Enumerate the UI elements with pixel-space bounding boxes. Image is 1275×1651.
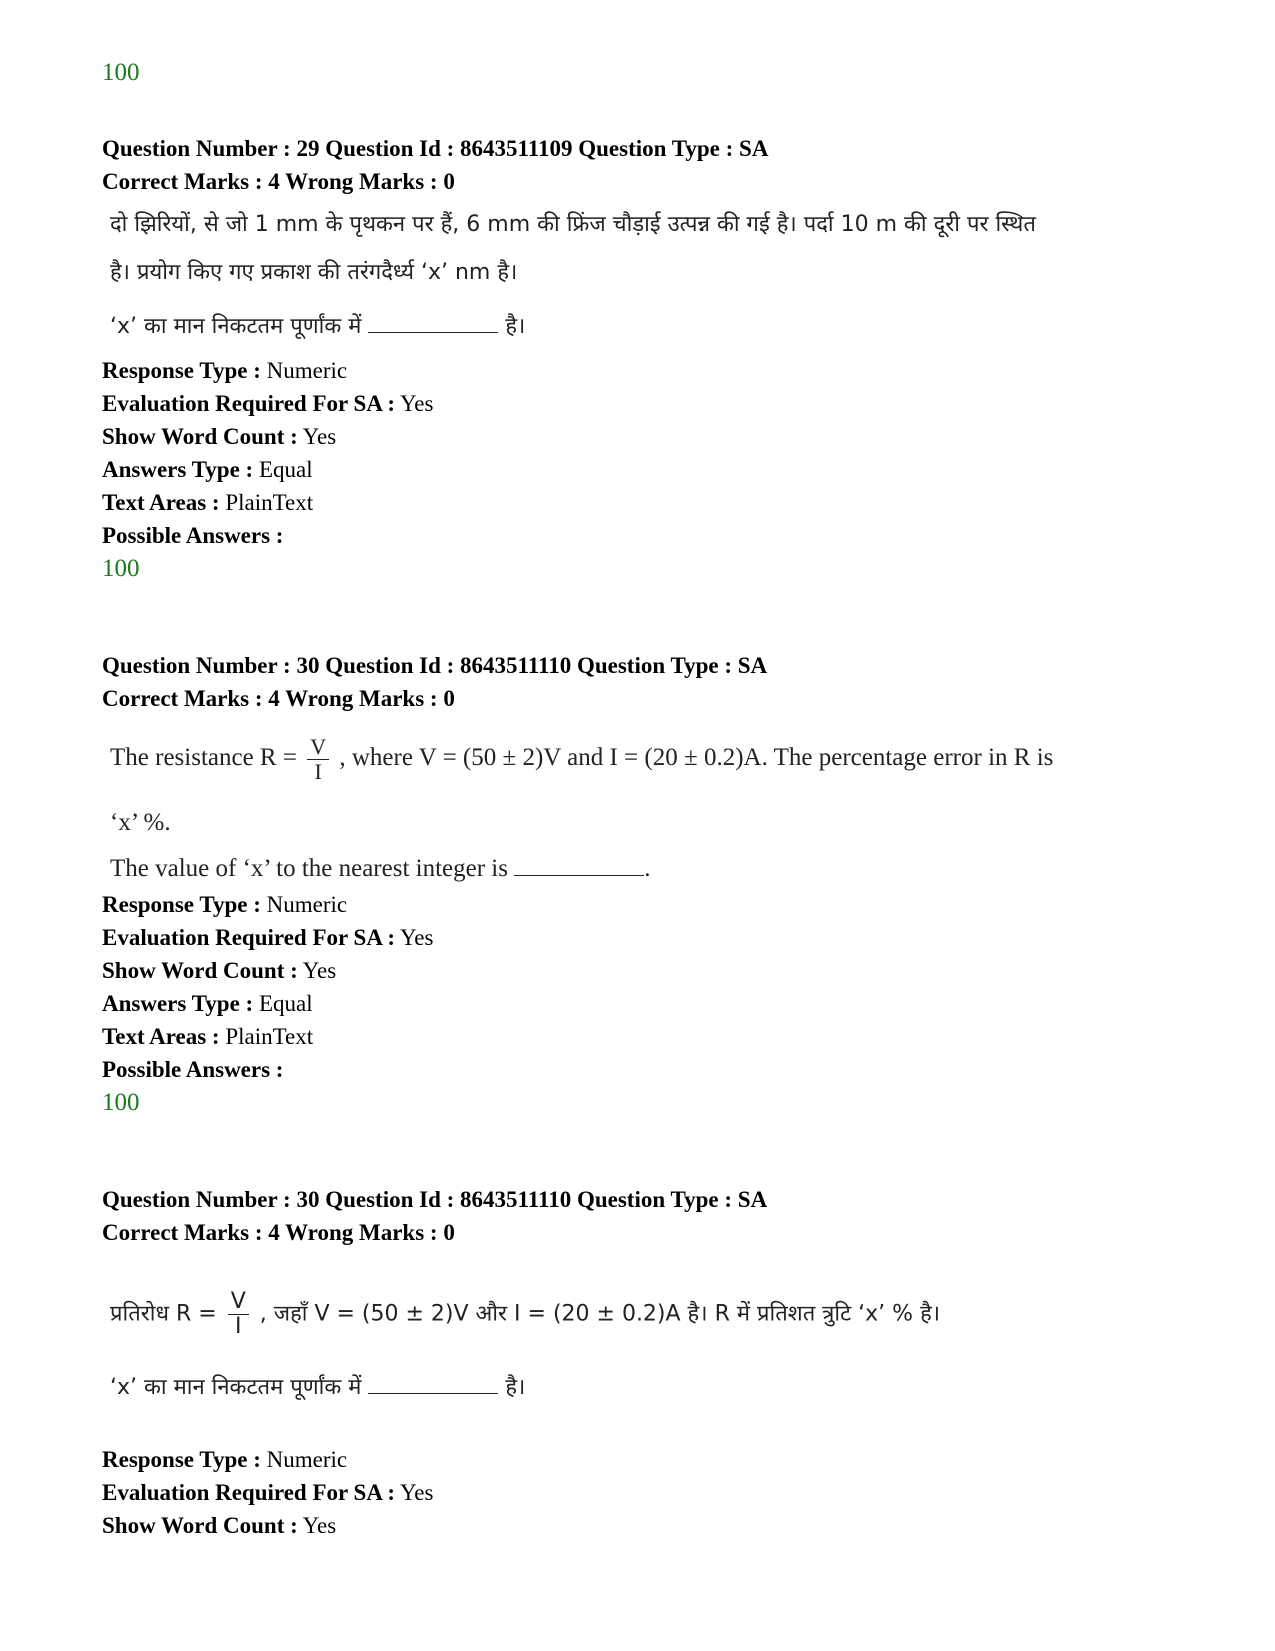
- question-text: The resistance R =: [110, 744, 297, 772]
- question-text-line: [110, 1290, 940, 1339]
- meta-text-areas: Text Areas : PlainText: [102, 1024, 314, 1049]
- meta-response-type: Response Type : Numeric: [102, 358, 348, 383]
- question-header: Question Number : 30 Question Id : 8643511110 Question Type : SA: [102, 653, 768, 678]
- question-text-line: [110, 852, 651, 886]
- question-text-line: [110, 310, 525, 344]
- meta-show-word-count: Show Word Count : Yes: [102, 424, 337, 449]
- question-text: , जहाँ V = (50 ± 2)V और I = (20 ± 0.2)A है। R में प्रतिशत त्रुटि ‘x’ % है।: [259, 1301, 941, 1327]
- question-text-line: दो झिरियों, से जो 1 mm के पृथकन पर हैं, 6 mm की फ्रिंज चौड़ाई उत्पन्न की गई है। पर्दा 10 m की दूरी पर स्थित: [110, 212, 1036, 237]
- answer-blank: [514, 855, 644, 876]
- answer-blank: [368, 312, 498, 333]
- question-text: ‘x’ का मान निकटतम पूर्णांक में: [110, 314, 362, 339]
- meta-possible-answers: Possible Answers :: [102, 1057, 284, 1082]
- meta-text-areas: Text Areas : PlainText: [102, 490, 314, 515]
- answer-blank: [368, 1373, 498, 1394]
- question-text: , where V = (50 ± 2)V and I = (20 ± 0.2)A. The percentage error in R is: [339, 744, 1054, 772]
- marks-line: Correct Marks : 4 Wrong Marks : 0: [102, 686, 455, 711]
- fraction-numerator: V: [228, 1290, 249, 1315]
- question-text: है।: [505, 1375, 526, 1400]
- question-text-line: [110, 1371, 525, 1405]
- question-text: The value of ‘x’ to the nearest integer is: [110, 855, 508, 882]
- question-text: ‘x’ का मान निकटतम पूर्णांक में: [110, 1375, 362, 1400]
- marks-line: Correct Marks : 4 Wrong Marks : 0: [102, 1220, 455, 1245]
- fraction-numerator: V: [307, 735, 329, 760]
- question-header: Question Number : 30 Question Id : 8643511110 Question Type : SA: [102, 1187, 768, 1212]
- meta-show-word-count: Show Word Count : Yes: [102, 958, 337, 983]
- meta-evaluation-required: Evaluation Required For SA : Yes: [102, 391, 434, 416]
- question-text-line: ‘x’ %.: [110, 809, 171, 836]
- possible-answer-value: 100: [102, 59, 140, 86]
- question-text: प्रतिरोध R =: [110, 1301, 217, 1327]
- question-header: Question Number : 29 Question Id : 8643511109 Question Type : SA: [102, 136, 769, 161]
- meta-response-type: Response Type : Numeric: [102, 892, 348, 917]
- meta-evaluation-required: Evaluation Required For SA : Yes: [102, 1480, 434, 1505]
- question-text-line: है। प्रयोग किए गए प्रकाश की तरंगदैर्ध्य ‘x’ nm है।: [110, 260, 518, 285]
- meta-possible-answers: Possible Answers :: [102, 523, 284, 548]
- meta-answers-type: Answers Type : Equal: [102, 991, 313, 1016]
- fraction-denominator: I: [234, 1314, 242, 1339]
- meta-show-word-count: Show Word Count : Yes: [102, 1513, 337, 1538]
- fraction-denominator: I: [314, 759, 322, 784]
- fraction: [307, 735, 329, 784]
- marks-line: Correct Marks : 4 Wrong Marks : 0: [102, 169, 455, 194]
- fraction: [228, 1290, 249, 1339]
- question-text: है।: [505, 314, 526, 339]
- question-text: .: [644, 855, 651, 882]
- possible-answer-value: 100: [102, 1089, 140, 1116]
- meta-evaluation-required: Evaluation Required For SA : Yes: [102, 925, 434, 950]
- question-text-line: [110, 735, 1053, 784]
- possible-answer-value: 100: [102, 555, 140, 582]
- meta-answers-type: Answers Type : Equal: [102, 457, 313, 482]
- meta-response-type: Response Type : Numeric: [102, 1447, 348, 1472]
